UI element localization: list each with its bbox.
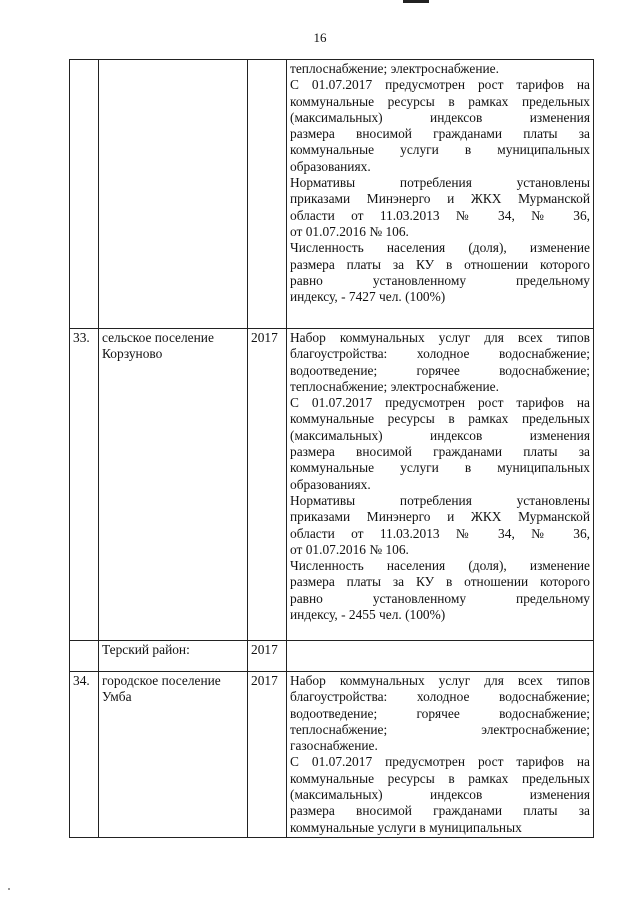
description-line: коммунальные ресурсы в рамках предельных xyxy=(290,770,590,786)
description-line: благоустройства: холодное водоснабжение; xyxy=(290,689,590,705)
description-line: индексу, - 2455 чел. (100%) xyxy=(290,607,446,623)
description-line: от 01.07.2016 № 106. xyxy=(290,541,409,557)
description-line: коммунальные услуги в муниципальных xyxy=(290,819,522,835)
row-number xyxy=(70,60,99,329)
description-line: водоотведение; горячее водоснабжение; xyxy=(290,362,590,378)
row-description xyxy=(287,672,594,838)
row-description xyxy=(287,641,594,672)
table-row xyxy=(70,672,594,838)
description-line: размера платы за КУ в отношении которого xyxy=(290,256,590,272)
description-line: Набор коммунальных услуг для всех типов xyxy=(290,330,590,345)
description-line: образованиях. xyxy=(290,476,371,492)
description-line: приказами Минэнерго и ЖКХ Мурманской xyxy=(290,191,590,207)
description-line: (максимальных) индексов изменения xyxy=(290,787,590,803)
municipality-name xyxy=(99,60,248,329)
table-row xyxy=(70,329,594,641)
row-number xyxy=(70,641,99,672)
municipality-name: сельское поселение Корзуново xyxy=(99,329,248,641)
description-line: Численность населения (доля), изменение xyxy=(290,558,590,574)
description-line: области от 11.03.2013 № 34, № 36, xyxy=(290,207,590,223)
description-line: (максимальных) индексов изменения xyxy=(290,427,590,443)
description-line: размера вносимой гражданами платы за xyxy=(290,126,590,142)
row-year xyxy=(248,60,287,329)
description-line: С 01.07.2017 предусмотрен рост тарифов на xyxy=(290,754,590,770)
description-line: равно установленному предельному xyxy=(290,272,590,288)
description-line: Численность населения (доля), изменение xyxy=(290,240,590,256)
description-line: коммунальные ресурсы в рамках предельных xyxy=(290,411,590,427)
description-line: теплоснабжение; электроснабжение. xyxy=(290,61,499,76)
description-line: С 01.07.2017 предусмотрен рост тарифов на xyxy=(290,395,590,411)
description-line: С 01.07.2017 предусмотрен рост тарифов на xyxy=(290,77,590,93)
description-line: равно установленному предельному xyxy=(290,590,590,606)
table-row xyxy=(70,641,594,672)
page-number: 16 xyxy=(313,30,327,45)
description-line: от 01.07.2016 № 106. xyxy=(290,223,409,239)
row-year: 2017 xyxy=(248,672,287,838)
description-line: (максимальных) индексов изменения xyxy=(290,109,590,125)
description-line: коммунальные услуги в муниципальных xyxy=(290,142,590,158)
row-year: 2017 xyxy=(248,641,287,672)
top-edge-mark xyxy=(403,0,429,3)
description-line: области от 11.03.2013 № 34, № 36, xyxy=(290,525,590,541)
description-line: теплоснабжение; электроснабжение; xyxy=(290,721,590,737)
row-number: 34. xyxy=(70,672,99,838)
description-line: водоотведение; горячее водоснабжение; xyxy=(290,705,590,721)
description-line: образованиях. xyxy=(290,158,371,174)
description-line: газоснабжение. xyxy=(290,738,378,754)
description-line: теплоснабжение; электроснабжение. xyxy=(290,378,499,394)
description-line: индексу, - 7427 чел. (100%) xyxy=(290,289,446,305)
description-line: размера платы за КУ в отношении которого xyxy=(290,574,590,590)
description-line: размера вносимой гражданами платы за xyxy=(290,803,590,819)
description-line: благоустройства: холодное водоснабжение; xyxy=(290,346,590,362)
region-name: Терский район: xyxy=(99,641,248,672)
description-line: Нормативы потребления установлены xyxy=(290,492,590,508)
description-line: коммунальные ресурсы в рамках предельных xyxy=(290,93,590,109)
description-line: приказами Минэнерго и ЖКХ Мурманской xyxy=(290,509,590,525)
description-line: коммунальные услуги в муниципальных xyxy=(290,460,590,476)
tariff-table xyxy=(69,59,594,838)
row-year: 2017 xyxy=(248,329,287,641)
description-line: размера вносимой гражданами платы за xyxy=(290,444,590,460)
description-line: Нормативы потребления установлены xyxy=(290,175,590,191)
description-line: Набор коммунальных услуг для всех типов xyxy=(290,673,590,688)
scan-speck xyxy=(8,888,10,890)
row-description xyxy=(287,329,594,641)
row-number: 33. xyxy=(70,329,99,641)
row-description xyxy=(287,60,594,329)
municipality-name: городское поселение Умба xyxy=(99,672,248,838)
table-row xyxy=(70,60,594,329)
